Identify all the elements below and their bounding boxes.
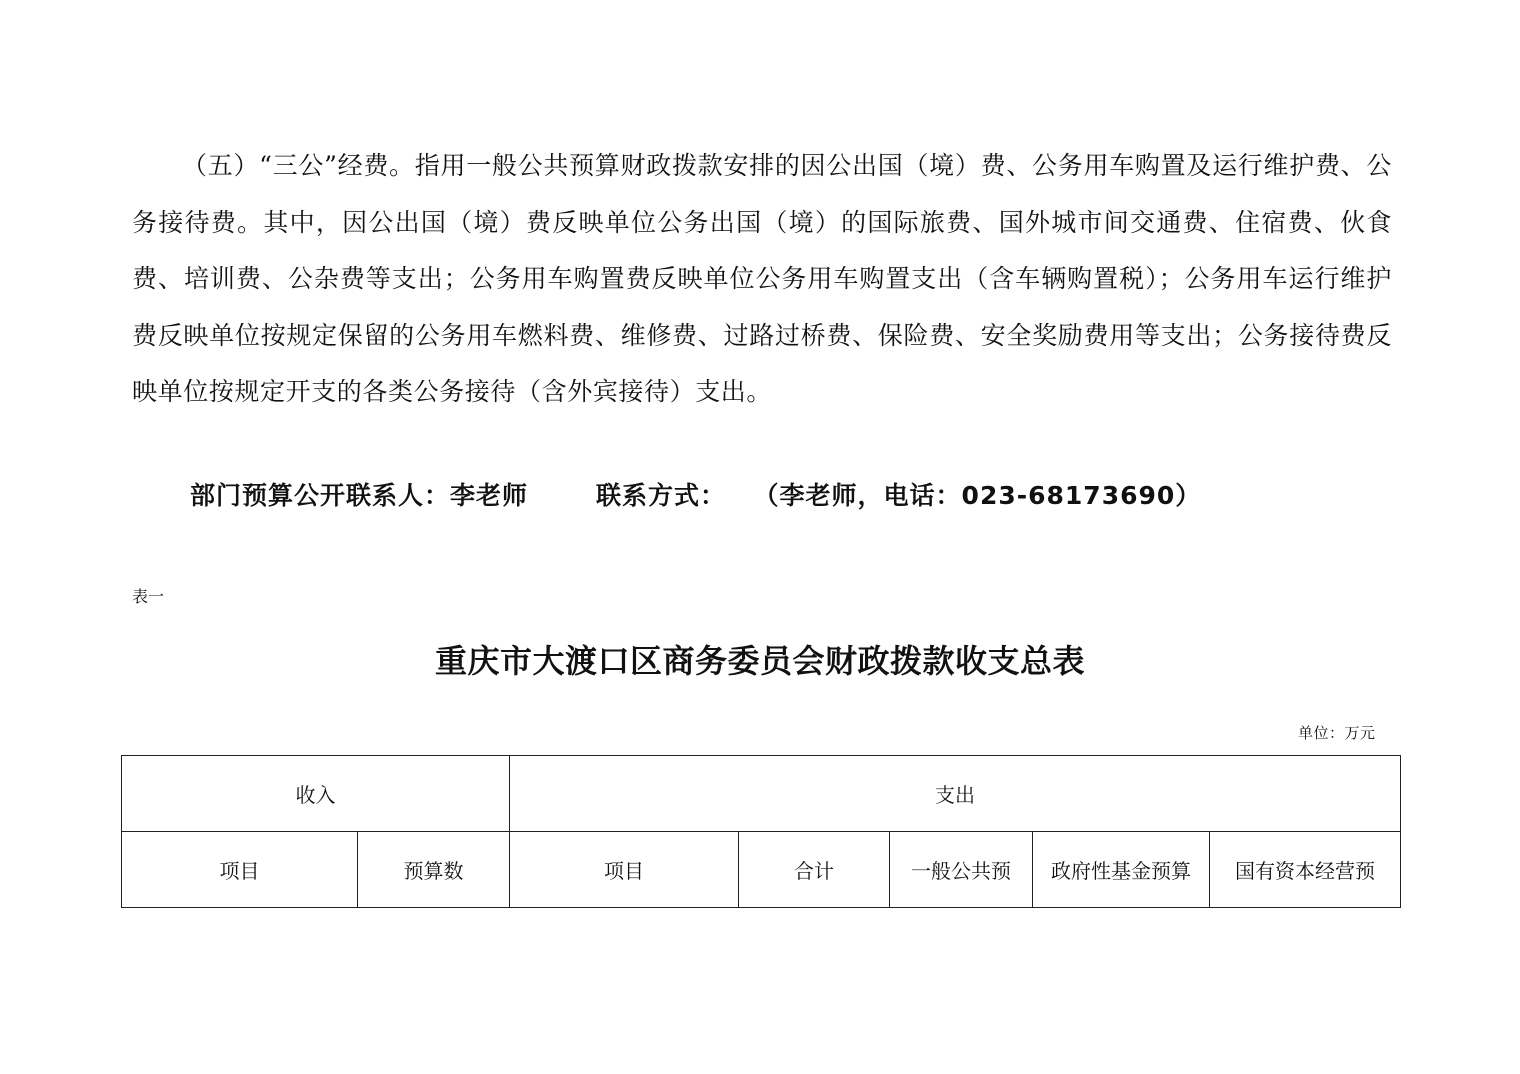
unit-label: 单位：万元 (1298, 724, 1376, 742)
contact-method-label: 联系方式： (596, 481, 727, 510)
budget-summary-table (121, 755, 1401, 908)
income-item-header: 项目 (122, 832, 358, 908)
contact-name: 李老师 (450, 481, 529, 510)
income-budget-header: 预算数 (358, 832, 510, 908)
expense-total-header: 合计 (739, 832, 890, 908)
three-public-expenses-paragraph: （五）“三公”经费。指用一般公共预算财政拨款安排的因公出国（境）费、公务用车购置及运行维护费、公务接待费。其中，因公出国（境）费反映单位公务出国（境）的国际旅费、国外城市间交通费、住宿费、伙食费、培训费、公杂费等支出；公务用车购置费反映单位公务用车购置支出（含车辆购置税）；公务用车运行维护费反映单位按规定保留的公务用车燃料费、维修费、过路过桥费、保险费、安全奖励费用等支出；公务接待费反映单位按规定开支的各类公务接待（含外宾接待）支出。 (132, 151, 1392, 406)
income-group-header: 收入 (122, 756, 510, 832)
expense-group-header: 支出 (510, 756, 1401, 832)
general-public-budget-header: 一般公共预 (890, 832, 1033, 908)
table-column-header-row (122, 832, 1401, 908)
table-number-label: 表一 (132, 587, 165, 606)
contact-label: 部门预算公开联系人： (190, 481, 451, 510)
contact-line (190, 476, 1390, 512)
state-capital-budget-header: 国有资本经营预 (1210, 832, 1401, 908)
table-group-header-row (122, 756, 1401, 832)
expense-item-header: 项目 (510, 832, 739, 908)
page-title: 重庆市大渡口区商务委员会财政拨款收支总表 (434, 642, 1085, 680)
contact-method-value: （李老师，电话：023-68173690） (766, 481, 1202, 510)
government-fund-budget-header: 政府性基金预算 (1033, 832, 1210, 908)
